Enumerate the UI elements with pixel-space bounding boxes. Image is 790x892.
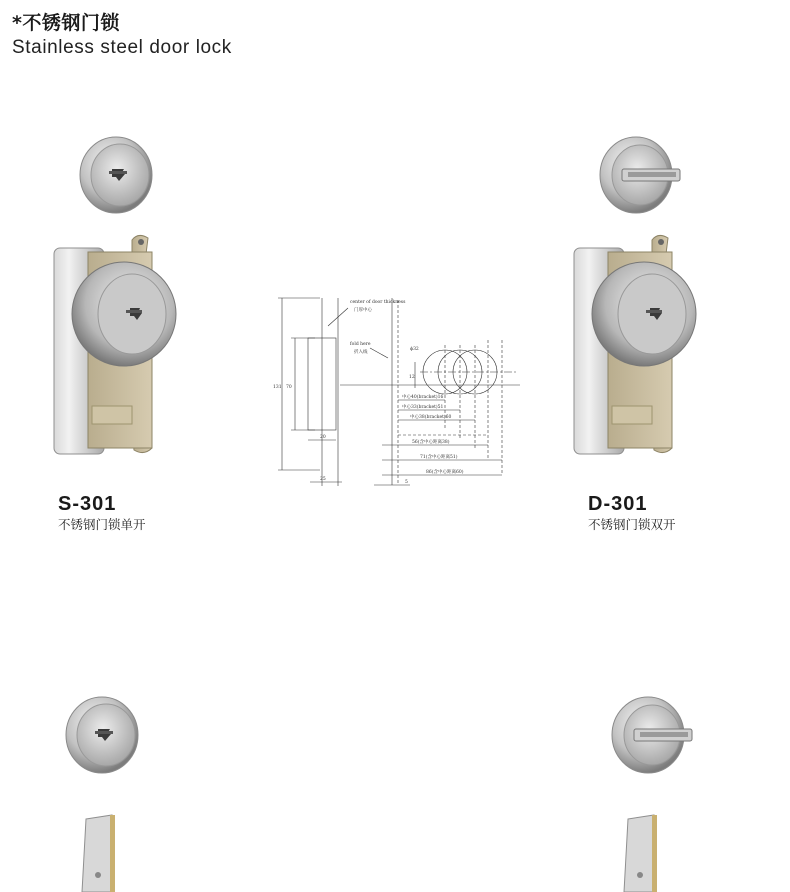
note-center-cn: 门厚中心 xyxy=(354,308,372,313)
product-s301 xyxy=(58,492,146,534)
dim-width-inner: 20 xyxy=(320,435,326,440)
product-description: 不锈钢门锁双开 xyxy=(588,517,676,532)
dim-row-5: 71(含中心距离51) xyxy=(420,455,458,460)
note-fold-cn: 折入线 xyxy=(354,350,368,355)
note-center: center of door thickness xyxy=(350,300,406,305)
dim-small: 5 xyxy=(405,480,408,485)
dim-width-outer: 25 xyxy=(320,477,326,482)
dim-height-inner: 70 xyxy=(286,385,292,390)
dim-radius: 12 xyxy=(409,375,415,380)
technical-drawing xyxy=(270,290,525,490)
page-header xyxy=(12,10,232,60)
product-d301 xyxy=(588,492,676,534)
s301-lock-body-image xyxy=(52,232,162,460)
dim-height-outer: 131 xyxy=(273,385,282,390)
dim-row-4: 56(含中心距离38) xyxy=(412,440,450,445)
product-description: 不锈钢门锁单开 xyxy=(58,517,146,532)
lower-left-lock-body-image xyxy=(80,815,120,892)
product-model: S-301 xyxy=(58,493,117,515)
page-title-cn: *不锈钢门锁 xyxy=(12,12,120,34)
d301-lock-body-image xyxy=(572,232,682,460)
page-title-en: Stainless steel door lock xyxy=(12,37,232,58)
s301-key-cylinder-image xyxy=(78,135,158,215)
dim-row-6: 86(含中心距离60) xyxy=(426,470,464,475)
dim-row-1: 中心40(bracket)16 xyxy=(402,395,444,400)
d301-thumb-turn-image xyxy=(598,135,688,215)
dim-diameter: ϕ32 xyxy=(410,347,419,352)
lower-key-cylinder-image xyxy=(64,695,144,775)
lower-thumb-turn-image xyxy=(610,695,700,775)
product-model: D-301 xyxy=(588,493,648,515)
dim-row-2: 中心33(bracket)51 xyxy=(402,405,444,410)
note-fold: fold here xyxy=(350,342,371,347)
lower-right-lock-body-image xyxy=(622,815,662,892)
dim-row-3: 中心38(bracket)60 xyxy=(410,415,452,420)
